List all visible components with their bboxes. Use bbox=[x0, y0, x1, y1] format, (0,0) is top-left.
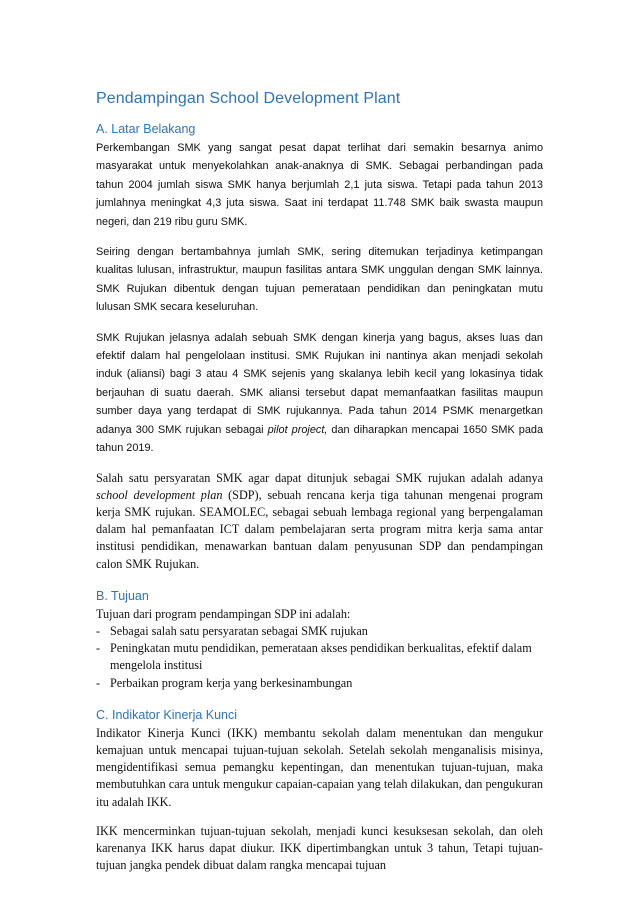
section-a-heading: A. Latar Belakang bbox=[96, 122, 196, 136]
list-dash: - bbox=[96, 675, 101, 690]
section-a-paragraph-3 bbox=[96, 329, 543, 458]
section-a-paragraph-4-text: Salah satu persyaratan SMK agar dapat ditunjuk sebagai SMK rujukan adalah adanya bbox=[96, 470, 543, 485]
list-dash: - bbox=[96, 641, 101, 656]
list-item bbox=[96, 675, 543, 692]
section-a-paragraph-4 bbox=[96, 470, 543, 573]
section-a-paragraph-3-emphasis: pilot project, bbox=[267, 423, 328, 436]
list-item-text: Sebagai salah satu persyaratan sebagai SMK rujukan bbox=[110, 623, 368, 638]
section-a-paragraph-2: Seiring dengan bertambahnya jumlah SMK, sering ditemukan terjadinya ketimpangan kualitas lulusan, infrastruktur, maupun fasilitas antara SMK unggulan dengan SMK lainnya. SMK Rujukan dibentuk dengan tujuan pemerataan pendidikan dan peningkatan mutu lulusan SMK secara keseluruhan. bbox=[96, 246, 543, 314]
document-content bbox=[96, 90, 543, 886]
section-b-intro: Tujuan dari program pendampingan SDP ini adalah: bbox=[96, 606, 351, 621]
section-a-paragraph-4-emphasis: school development plan bbox=[96, 487, 223, 502]
section-a-paragraph-3-tail: dan diharapkan mencapai 1650 SMK pada tahun 2019. bbox=[96, 423, 544, 455]
section-b-heading: B. Tujuan bbox=[96, 588, 149, 603]
section-a-paragraph-4-tail: (SDP), sebuah rencana kerja tiga tahunan mengenai program kerja SMK rujukan. SEAMOLEC, sebagai sebuah lembaga regional yang berpengalaman dalam hal pemanfaatan ICT dalam pembelajaran serta program mitra kerja sama antar institusi pendidikan, menawarkan bantuan dalam penyusunan SDP dan pendampingan calon SMK Rujukan. bbox=[96, 487, 543, 571]
list-item bbox=[96, 640, 543, 674]
document-title: Pendampingan School Development Plant bbox=[96, 90, 401, 107]
list-item-text: Perbaikan program kerja yang berkesinambungan bbox=[110, 675, 353, 690]
section-c-paragraph-1: Indikator Kinerja Kunci (IKK) membantu sekolah dalam menentukan dan mengukur kemajuan untuk mencapai tujuan-tujuan sekolah. Setelah sekolah menganalisis misinya, mengidentifikasi semua pemangku kepentingan, dan menentukan tujuan-tujuan, maka membutuhkan cara untuk mengukur capaian-capaian yang telah dilakukan, dan pengukuran itu adalah IKK. bbox=[96, 725, 543, 809]
list-item bbox=[96, 623, 543, 640]
list-item-text: Peningkatan mutu pendidikan, pemerataan akses pendidikan berkualitas, efektif dalam mengelola institusi bbox=[110, 641, 532, 673]
section-a-paragraph-3-text: SMK Rujukan jelasnya adalah sebuah SMK dengan kinerja yang bagus, akses luas dan efektif dalam hal pengelolaan institusi. SMK Rujukan ini nantinya akan menjadi sekolah induk (aliansi) bagi 3 atau 4 SMK sejenis yang skalanya lebih kecil yang lokasinya tidak berjauhan di suatu daerah. SMK aliansi tersebut dapat memanfaatkan fasilitas maupun sumber daya yang terdapat di SMK rujukannya. Pada tahun 2014 PSMK menargetkan adanya 300 SMK rujukan sebagai bbox=[96, 331, 543, 436]
section-b-list bbox=[96, 623, 543, 692]
section-c-heading: C. Indikator Kinerja Kunci bbox=[96, 707, 238, 722]
section-c-paragraph-2: IKK mencerminkan tujuan-tujuan sekolah, menjadi kunci kesuksesan sekolah, dan oleh karenanya IKK harus dapat diukur. IKK dipertimbangkan untuk 3 tahun, Tetapi tujuan-tujuan jangka pendek dibuat dalam rangka mencapai tujuan bbox=[96, 823, 543, 873]
section-a-paragraph-1: Perkembangan SMK yang sangat pesat dapat terlihat dari semakin besarnya animo masyarakat untuk menyekolahkan anak-anaknya di SMK. Sebagai perbandingan pada tahun 2004 jumlah siswa SMK hanya berjumlah 2,1 juta siswa. Tetapi pada tahun 2013 jumlahnya meningkat 4,3 juta siswa. Saat ini terdapat 11.748 SMK baik swasta maupun negeri, dan 219 ribu guru SMK. bbox=[96, 142, 543, 228]
list-dash: - bbox=[96, 623, 101, 638]
